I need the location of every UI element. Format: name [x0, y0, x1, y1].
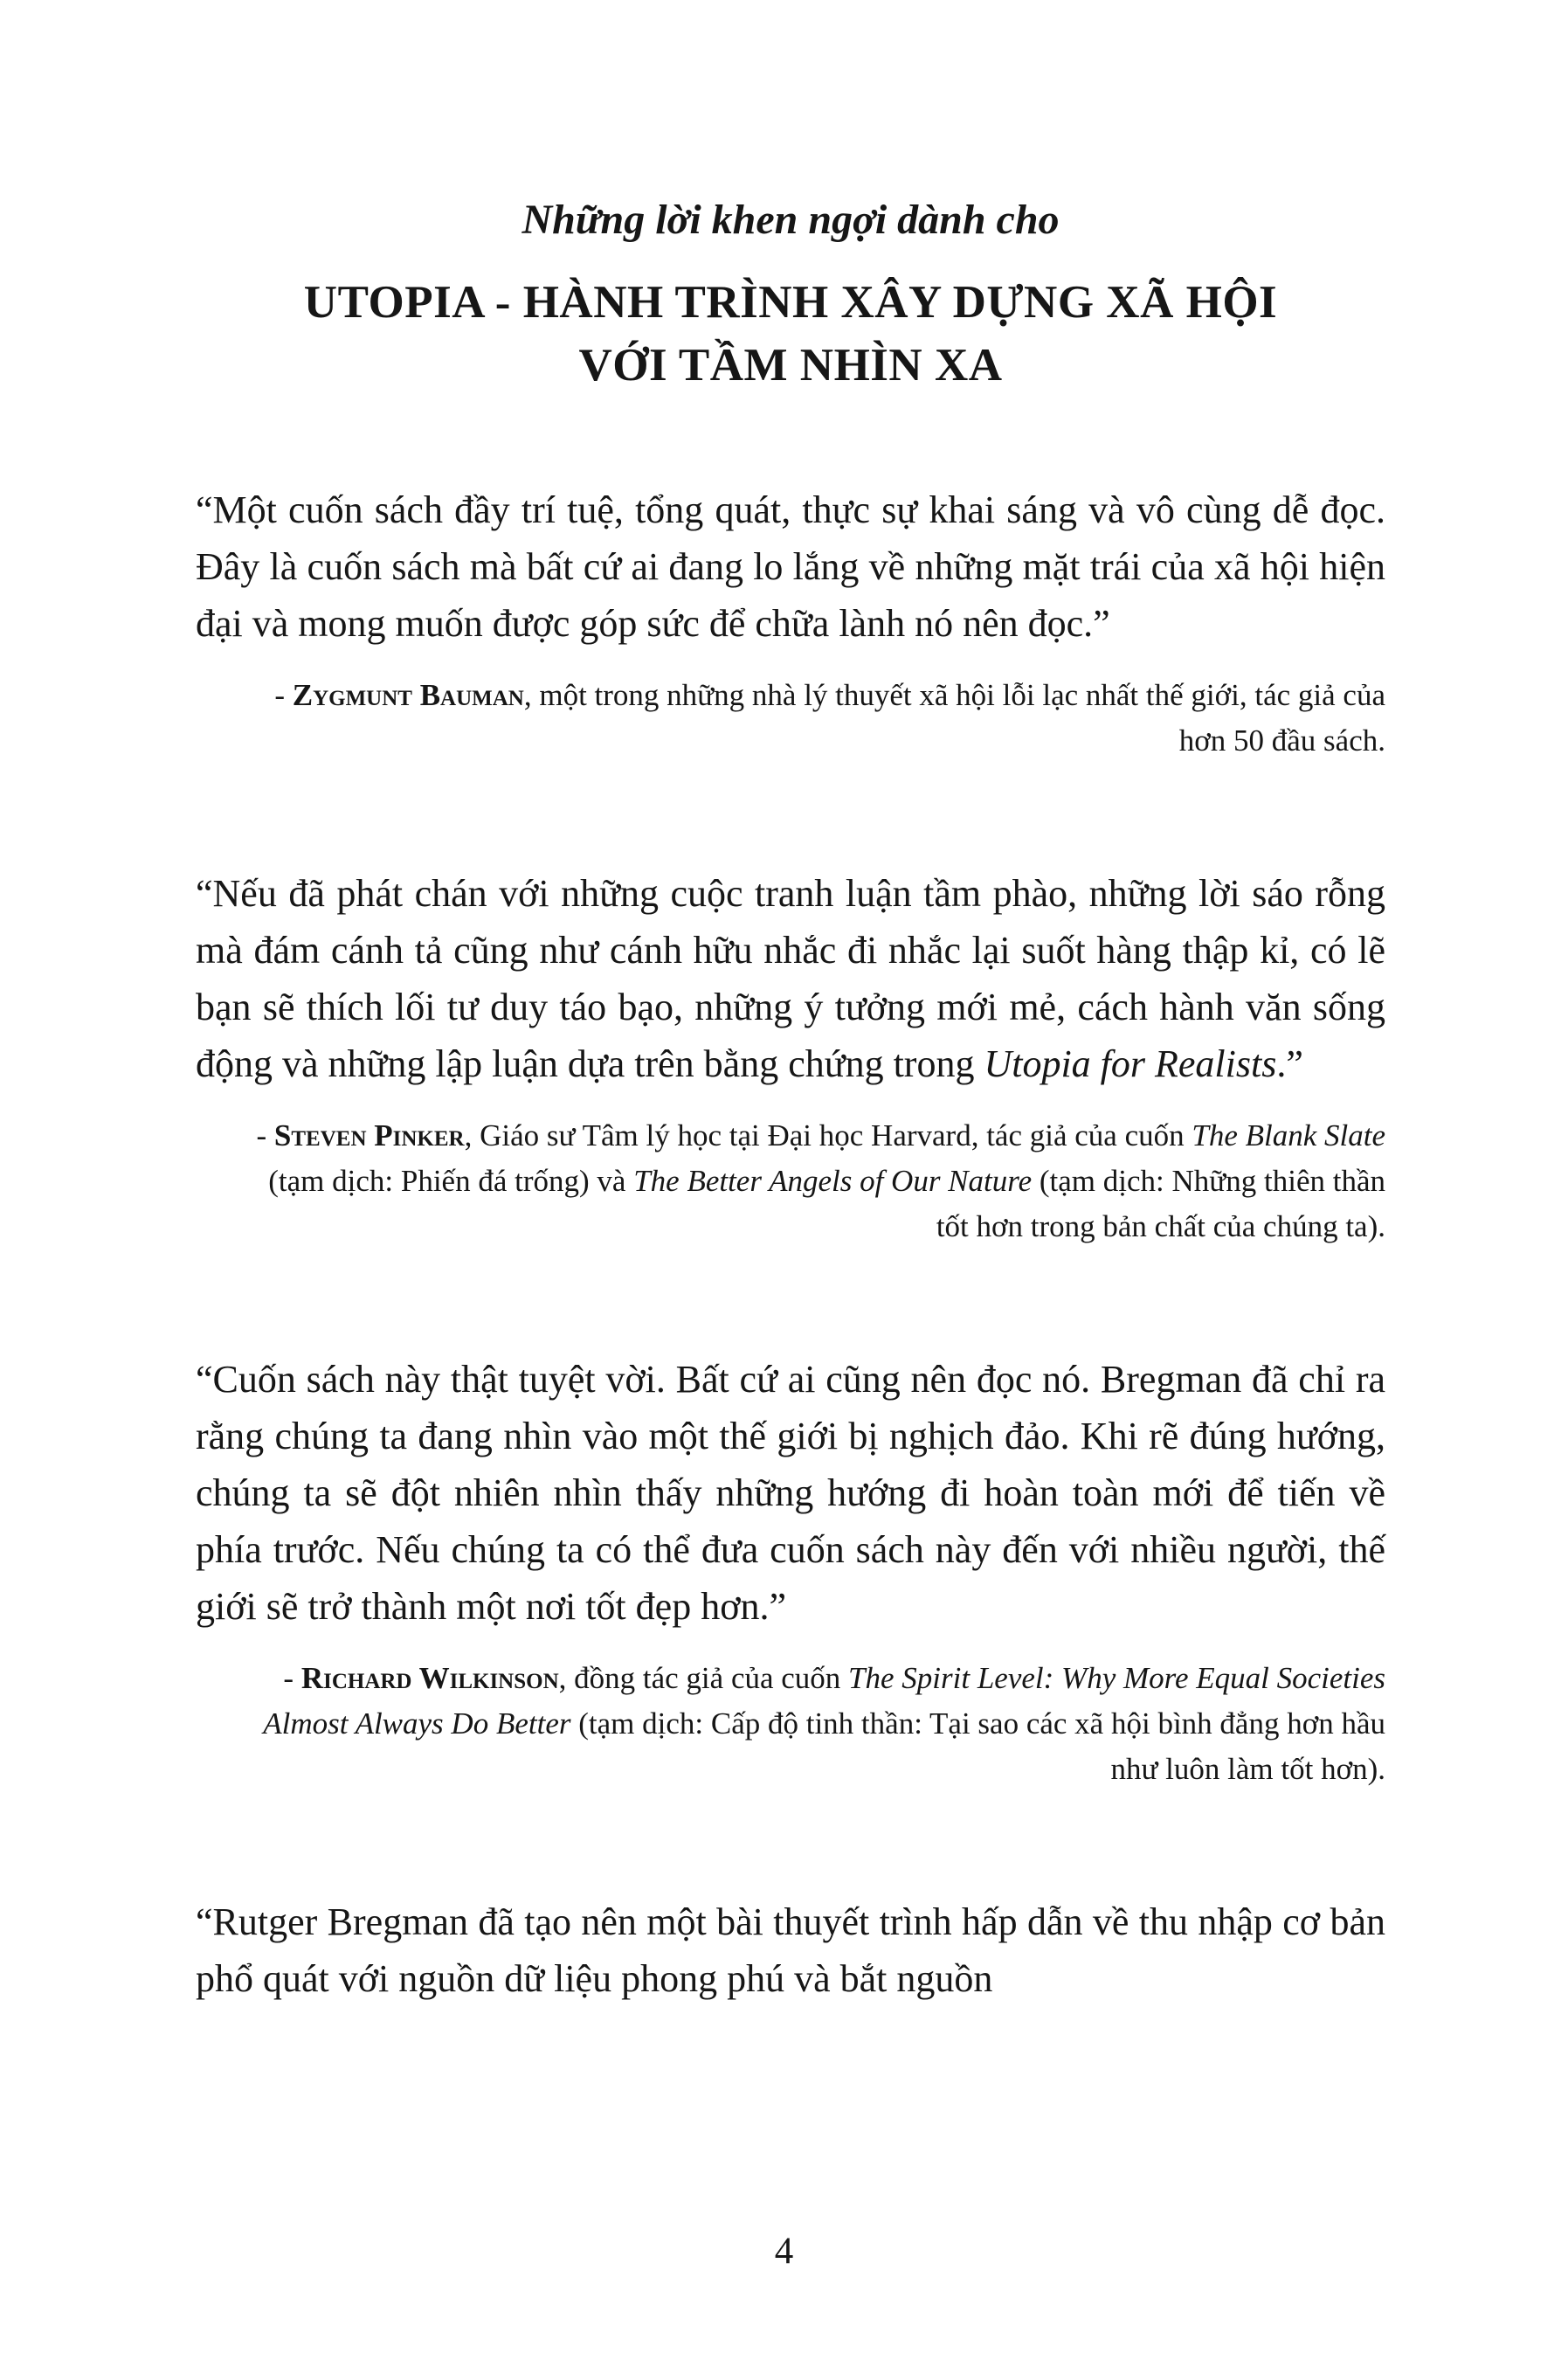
quote-book-title: Utopia for Realists — [984, 1042, 1277, 1085]
quote-text-bauman — [196, 481, 1385, 652]
quote-segment: “Rutger Bregman đã tạo nên một bài thuyết trình hấp dẫn về thu nhập cơ bản phổ quát với nguồn dữ liệu phong phú và bắt nguồn — [196, 1900, 1385, 2000]
attribution-dash: - — [283, 1661, 301, 1695]
quote-text-bregman-partial — [196, 1893, 1385, 2007]
quote-attribution-bauman — [244, 673, 1385, 764]
attribution-description: (tạm dịch: Phiến đá trống) và — [268, 1164, 634, 1198]
attribution-description: , Giáo sư Tâm lý học tại Đại học Harvard, tác giả của cuốn — [464, 1118, 1192, 1152]
book-title-line-1: UTOPIA - HÀNH TRÌNH XÂY DỰNG XÃ HỘI — [303, 277, 1278, 328]
attribution-book-title: The Spirit Level: Why More Equal Societies Almost Always Do Better — [263, 1661, 1385, 1741]
attribution-description: (tạm dịch: Cấp độ tinh thần: Tại sao các xã hội bình đẳng hơn hầu như luôn làm tốt hơn). — [570, 1706, 1385, 1786]
quote-segment: “Cuốn sách này thật tuyệt vời. Bất cứ ai cũng nên đọc nó. Bregman đã chỉ ra rằng chúng ta đang nhìn vào một thế giới bị nghịch đảo. Khi rẽ đúng hướng, chúng ta sẽ đột nhiên nhìn thấy những hướng đi hoàn toàn mới để tiến về phía trước. Nếu chúng ta có thể đưa cuốn sách này đến với nhiều người, thế giới sẽ trở thành một nơi tốt đẹp hơn.” — [196, 1358, 1385, 1628]
attribution-author-name: Zygmunt Bauman — [292, 678, 524, 712]
attribution-book-title: The Blank Slate — [1192, 1118, 1385, 1152]
quote-text-wilkinson — [196, 1351, 1385, 1635]
quote-text-pinker — [196, 865, 1385, 1092]
quote-segment: “Nếu đã phát chán với những cuộc tranh luận tầm phào, những lời sáo rỗng mà đám cánh tả cũng như cánh hữu nhắc đi nhắc lại suốt hàng thập kỉ, có lẽ bạn sẽ thích lối tư duy táo bạo, những ý tưởng mới mẻ, cách hành văn sống động và những lập luận dựa trên bằng chứng trong — [196, 872, 1385, 1085]
attribution-author-name: Steven Pinker — [273, 1118, 465, 1152]
attribution-dash: - — [274, 678, 293, 712]
quote-segment: .” — [1276, 1042, 1303, 1085]
quote-segment: “Một cuốn sách đầy trí tuệ, tổng quát, thực sự khai sáng và vô cùng dễ đọc. Đây là cuốn sách mà bất cứ ai đang lo lắng về những mặt trái của xã hội hiện đại và mong muốn được góp sức để chữa lành nó nên đọc.” — [196, 488, 1385, 645]
praise-heading: Những lời khen ngợi dành cho — [522, 197, 1060, 243]
quote-attribution-wilkinson — [244, 1656, 1385, 1792]
quote-attribution-pinker — [244, 1113, 1385, 1249]
book-title — [196, 271, 1385, 397]
page-number: 4 — [774, 2231, 794, 2272]
attribution-book-title: The Better Angels of Our Nature — [633, 1164, 1033, 1198]
attribution-description: , đồng tác giả của cuốn — [558, 1661, 849, 1695]
attribution-dash: - — [256, 1118, 274, 1152]
attribution-description: , một trong những nhà lý thuyết xã hội lỗi lạc nhất thế giới, tác giả của hơn 50 đầu sách. — [523, 678, 1385, 758]
book-title-line-2: VỚI TẦM NHÌN XA — [578, 340, 1003, 391]
attribution-author-name: Richard Wilkinson — [300, 1661, 559, 1695]
attribution-description: (tạm dịch: Những thiên thần tốt hơn trong bản chất của chúng ta). — [936, 1164, 1385, 1243]
